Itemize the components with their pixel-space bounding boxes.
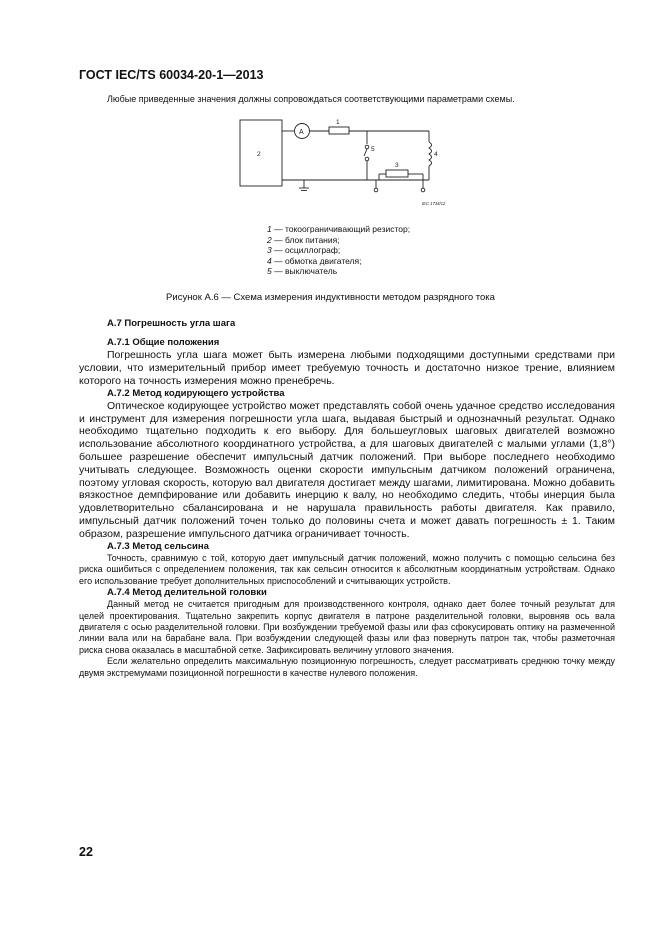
legend-item — [267, 266, 410, 277]
switch-blade — [364, 149, 367, 156]
label-resistor: 1 — [336, 119, 340, 126]
power-supply-box — [240, 120, 282, 186]
figure-legend — [267, 224, 410, 277]
section-heading-a72: А.7.2 Метод кодирующего устройства — [107, 387, 285, 399]
paragraph-a71: Погрешность угла шага может быть измерена любыми подходящими доступными средствами при условии, что измерительный прибор имеет требуемую точность и достаточно низкое трение, влиянием которого на точность измерения можно пренебречь. — [79, 349, 615, 387]
section-heading-a73: А.7.3 Метод сельсина — [107, 540, 209, 552]
switch-contact-bottom — [365, 157, 369, 161]
legend-number: 4 — [267, 255, 272, 266]
legend-item — [267, 245, 410, 256]
probe-terminal-right — [421, 188, 425, 192]
legend-number: 2 — [267, 234, 272, 245]
section-heading-a74: А.7.4 Метод делительной головки — [107, 586, 267, 598]
label-switch: 5 — [371, 146, 375, 153]
legend-number: 3 — [267, 245, 272, 256]
figure-mark: IEC 1734/12 — [422, 201, 446, 206]
legend-text: — выключатель — [271, 266, 338, 277]
section-heading-a71: А.7.1 Общие положения — [107, 337, 220, 348]
paragraph-a73: Точность, сравнимую с той, которую дает импульсный датчик положений, можно получить с помощью сельсина без риска ошибиться с определением положения, так как сельсин относится к абсолютным координатным устройствам. Однако его использование требует дополнительных приспособлений и считывающих устройств. — [79, 552, 615, 586]
legend-item — [267, 224, 410, 235]
resistor-symbol — [329, 127, 349, 134]
oscilloscope-symbol — [386, 170, 408, 177]
label-ammeter: A — [299, 129, 304, 136]
page-number: 22 — [79, 845, 93, 859]
label-oscilloscope: 3 — [395, 162, 399, 169]
legend-item — [267, 256, 410, 267]
legend-text: — токоограничивающий резистор; — [271, 224, 411, 234]
legend-item — [267, 235, 410, 246]
legend-number: 5 — [267, 266, 272, 277]
legend-number: 1 — [267, 224, 272, 234]
paragraph-a74-conclusion: Если желательно определить максимальную позиционную погрешность, следует рассматривать среднюю точку между двумя экстремумами позиционной погрешности в качестве нулевого положения. — [79, 656, 615, 678]
section-heading-a7: А.7 Погрешность угла шага — [107, 318, 236, 329]
figure-caption: Рисунок А.6 — Схема измерения индуктивности методом разрядного тока — [166, 292, 495, 303]
winding-symbol — [429, 142, 432, 166]
paragraph-a74: Данный метод не считается пригодным для производственного контроля, однако дает более точный результат для целей проектирования. Тщательно закрепить корпус двигателя в патроне разделительной головки, выровняв ось вала двигателя с осью разделительной головки. При возбуждении требуемой фазы или фаз сфокусировать оптику на размеченной линии вала или на барабане вала. При возбуждении следующей фазы или фаз повернуть патрон так, чтобы разметочная риска снова оказалась в масштабной сетке. Зафиксировать величину углового значения. — [79, 599, 615, 655]
probe-terminal-left — [374, 188, 378, 192]
label-supply: 2 — [257, 151, 261, 158]
paragraph-a72: Оптическое кодирующее устройство может представлять собой очень удачное средство исследования и инструмент для измерения погрешности угла шага, выдавая быстрый и однозначный результат. Однако необходимо тщательно подходить к его выбору. Для большеугловых шаговых двигателей возможно использование абсолютного координатного устройства, а для шаговых двигателей с малыми углами (1,8°) большее разрешение обеспечит импульсный датчик положений. При выборе последнего необходимо учитывать следующее. Возможность оценки скорости импульсным датчиком положений ограничена, поэтому угловая скорость, которую вал двигателя достигает между шагами, лимитирована. Можно добавить вязкостное демпфирование или добавить инерцию к валу, но необходимо следить, чтобы инерция была удовлетворительно сбалансирована и не нарушала правильность работы двигателя. Как правило, импульсный датчик положений точен только до половины счета и может давать погрешность ± 1. Таким образом, разрешение импульсного датчика ограничивает точность. — [79, 399, 615, 540]
document-body — [79, 318, 615, 679]
legend-text: — обмотка двигателя; — [271, 255, 362, 266]
label-winding: 4 — [434, 151, 438, 158]
legend-text: — блок питания; — [271, 234, 340, 245]
legend-text: — осциллограф; — [271, 245, 341, 256]
document-header: ГОСТ IEC/TS 60034-20-1—2013 — [79, 68, 264, 82]
intro-text: Любые приведенные значения должны сопровождаться соответствующими параметрами схемы. — [107, 94, 515, 104]
switch-contact-top — [365, 145, 369, 149]
circuit-diagram — [236, 116, 458, 208]
